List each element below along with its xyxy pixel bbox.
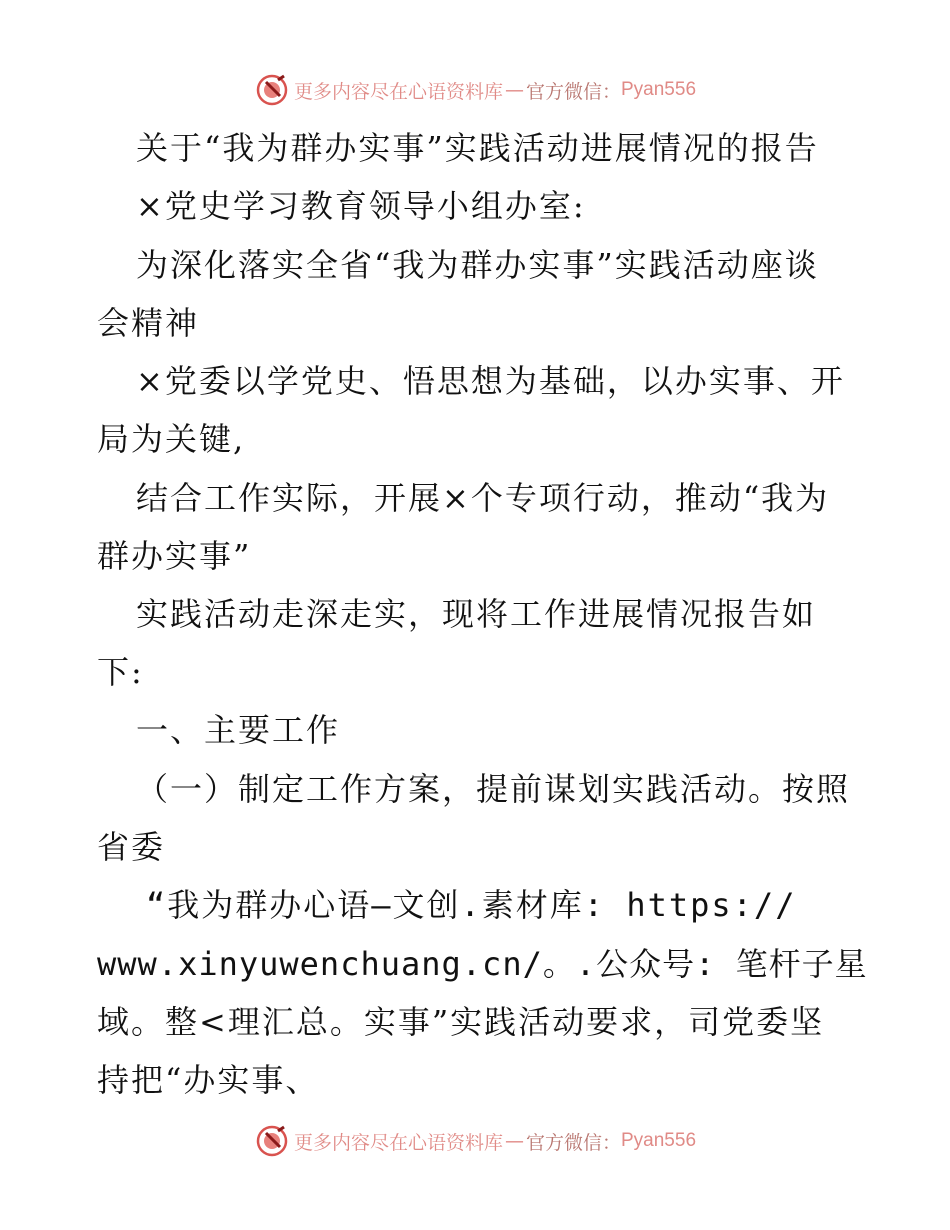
paragraph-line: 域。整<理汇总。实事”实践活动要求，司党委坚 (97, 1003, 825, 1041)
paragraph-line: 群办实事” (97, 537, 252, 575)
brand-logo-icon (254, 72, 290, 108)
header-watermark-banner (0, 70, 950, 110)
banner-wechat-label: 官方微信： (525, 80, 621, 103)
banner-separator: — (504, 1130, 524, 1152)
banner-wechat-handle: Pyan556 (621, 1130, 697, 1151)
paragraph-line: ×党委以学党史、悟思想为基础，以办实事、开 (136, 362, 845, 400)
banner-separator: — (504, 79, 524, 101)
footer-watermark-banner (0, 1121, 950, 1161)
paragraph-line: 局为关键, (97, 420, 246, 458)
paragraph-line: 会精神 (97, 304, 200, 342)
paragraph-line: 实践活动走深走实，现将工作进展情况报告如 (136, 595, 817, 633)
paragraph-line: www.xinyuwenchuang.cn/。.公众号: 笔杆子星 (97, 945, 868, 983)
brand-logo-icon (254, 1123, 290, 1159)
paragraph-line: 结合工作实际，开展×个专项行动，推动“我为 (136, 479, 830, 517)
addressee: ×党史学习教育领导小组办室: (136, 187, 586, 225)
paragraph-line: 下: (97, 653, 144, 691)
banner-text: 更多内容尽在心语资料库 (293, 80, 503, 103)
paragraph-line: 省委 (97, 828, 166, 866)
banner-wechat-handle: Pyan556 (621, 79, 697, 100)
paragraph-line: （一）制定工作方案，提前谋划实践活动。按照 (136, 770, 851, 808)
document-title: 关于“我为群办实事”实践活动进展情况的报告 (136, 129, 819, 167)
paragraph-line: 为深化落实全省“我为群办实事”实践活动座谈 (136, 246, 819, 284)
paragraph-line: “我为群办心语—文创.素材库: https:// (146, 886, 797, 924)
section-heading: 一、主要工作 (136, 711, 341, 749)
banner-text: 更多内容尽在心语资料库 (293, 1131, 503, 1154)
banner-wechat-label: 官方微信： (525, 1131, 621, 1154)
paragraph-line: 持把“办实事、 (97, 1061, 320, 1099)
